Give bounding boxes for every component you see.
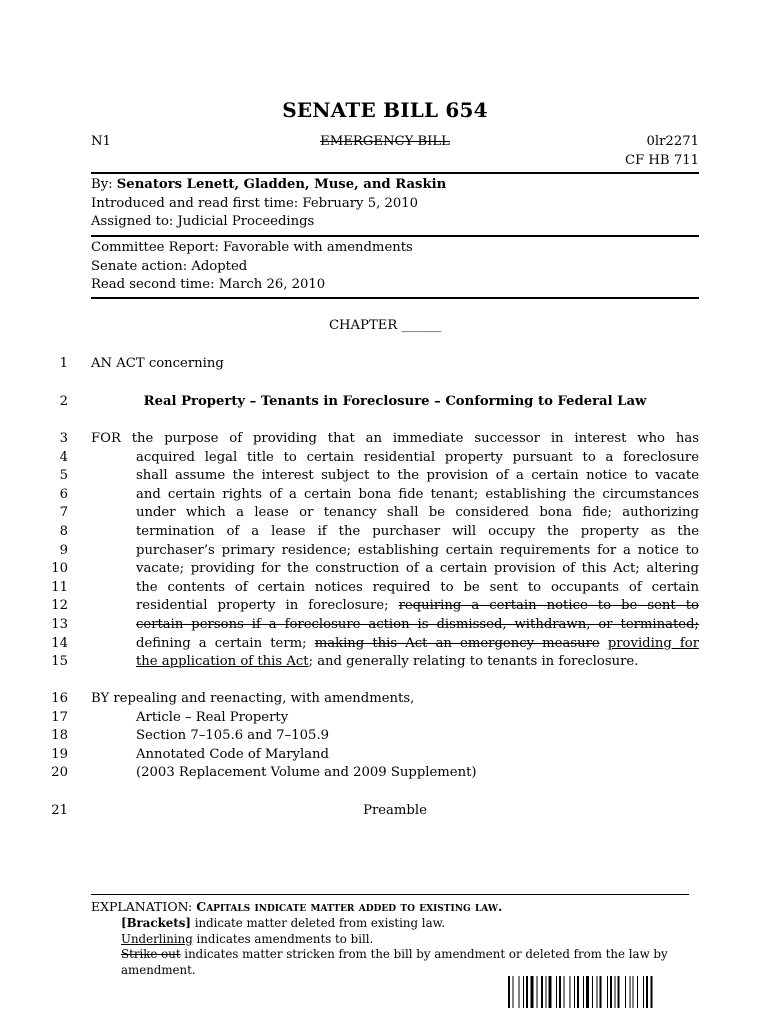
purpose-paragraph — [91, 430, 699, 672]
line-number: 18 — [51, 728, 68, 744]
stricken-text: certain persons if a foreclosure action is dismissed, withdrawn, or terminated; — [136, 616, 699, 632]
purpose-line: acquired legal title to certain residential property pursuant to a foreclosure — [136, 449, 699, 465]
purpose-line: FOR the purpose of providing that an immediate successor in interest who has — [91, 431, 699, 446]
barcode-bar — [556, 976, 557, 1008]
capitals-note: Capitals indicate matter added to existing law. — [196, 899, 503, 914]
committee-rule — [91, 297, 699, 299]
line-number: 11 — [51, 579, 68, 595]
bill-codes-right — [560, 133, 699, 170]
barcode-bar — [513, 976, 514, 1008]
underlining-text: indicates amendments to bill. — [192, 931, 374, 946]
line-number: 12 — [51, 598, 68, 614]
by-label: By: — [91, 177, 117, 192]
barcode-bar — [610, 976, 612, 1008]
cross-file-code: CF HB 711 — [625, 152, 699, 168]
purpose-line-12 — [91, 597, 699, 616]
assigned-line: Assigned to: Judicial Proceedings — [91, 214, 315, 230]
strike-text: indicates matter stricken from the bill by amendment or deleted from the law by — [180, 947, 668, 962]
barcode-bar — [531, 976, 534, 1008]
brackets-word: [Brackets] — [121, 916, 191, 930]
explanation-label: EXPLANATION: — [91, 899, 197, 914]
line-number: 9 — [59, 542, 68, 558]
purpose-text: ; and generally relating to tenants in foreclosure. — [308, 654, 639, 670]
second-reading: Read second time: March 26, 2010 — [91, 277, 326, 293]
barcode-bar — [519, 976, 520, 1008]
purpose-line: under which a lease or tenancy shall be considered bona fide; authorizing — [136, 505, 699, 521]
barcode-bar — [564, 976, 565, 1008]
act-concerning: AN ACT concerning — [91, 356, 224, 371]
barcode-bar — [643, 976, 644, 1008]
purpose-line: purchaser’s primary residence; establishing certain requirements for a notice to — [136, 542, 699, 558]
brackets-text: indicate matter deleted from existing law. — [190, 916, 446, 930]
barcode-bar — [633, 976, 634, 1008]
section-line: Section 7–105.6 and 7–105.9 — [136, 728, 330, 744]
underlining-word: Underlining — [121, 931, 193, 946]
introduced-line: Introduced and read first time: February 5, 2010 — [91, 195, 419, 211]
barcode-bar — [549, 976, 552, 1008]
barcode-bar — [597, 976, 598, 1008]
barcode-bar — [637, 976, 638, 1008]
line-number: 17 — [51, 709, 68, 725]
purpose-text: residential property in foreclosure; — [136, 598, 399, 614]
explanation-heading — [91, 899, 668, 914]
barcode-bar — [625, 976, 626, 1008]
line-number: 1 — [59, 356, 68, 371]
chapter-line: CHAPTER ______ — [328, 318, 442, 333]
purpose-line: shall assume the interest subject to the provision of a certain notice to vacate — [136, 468, 699, 484]
line-number: 8 — [59, 524, 68, 539]
barcode-bar — [651, 976, 653, 1008]
barcode-bar — [583, 976, 584, 1008]
volume-line: (2003 Replacement Volume and 2009 Supplement) — [136, 765, 477, 781]
barcode-bar — [541, 976, 543, 1008]
explanation-block — [91, 899, 668, 978]
line-number: 20 — [51, 765, 68, 781]
sponsors-block — [91, 176, 446, 232]
line-number: 13 — [51, 617, 68, 632]
line-number: 14 — [51, 635, 68, 651]
purpose-line: the contents of certain notices required to be sent to occupants of certain — [136, 579, 699, 595]
underlined-text: providing for — [607, 635, 699, 651]
emergency-bill-label: EMERGENCY BILL — [320, 134, 450, 149]
stricken-text: requiring a certain notice to be sent to — [398, 598, 699, 614]
purpose-line: termination of a lease if the purchaser will occupy the property as the — [136, 523, 699, 539]
line-number: 5 — [59, 468, 68, 484]
line-number: 7 — [59, 505, 68, 521]
sponsor-names: Senators Lenett, Gladden, Muse, and Raskin — [116, 177, 447, 192]
sponsors-line — [91, 176, 446, 195]
sponsors-rule — [91, 235, 699, 237]
committee-report: Committee Report: Favorable with amendments — [91, 240, 413, 255]
bill-code-left: N1 — [91, 134, 111, 149]
line-number: 6 — [59, 486, 68, 502]
senate-action: Senate action: Adopted — [91, 258, 248, 274]
barcode-bar — [537, 976, 538, 1008]
code-line: Annotated Code of Maryland — [136, 746, 329, 762]
short-title: Real Property – Tenants in Foreclosure – Conforming to Federal Law — [143, 394, 647, 409]
barcode-bar — [607, 976, 608, 1008]
barcode-bar — [618, 976, 620, 1008]
brackets-note — [91, 916, 668, 932]
barcode-bar — [559, 976, 561, 1008]
barcode-bar — [586, 976, 589, 1008]
by-repealing: BY repealing and reenacting, with amendments, — [91, 691, 415, 706]
preamble-heading: Preamble — [363, 803, 427, 818]
barcode-bar — [600, 976, 602, 1008]
line-number: 15 — [51, 654, 68, 670]
purpose-line: and certain rights of a certain bona fide tenant; establishing the circumstances — [136, 486, 699, 502]
barcode-bar — [546, 976, 547, 1008]
strike-word: Strike out — [121, 947, 181, 962]
barcode-bar — [630, 976, 631, 1008]
article-line: Article – Real Property — [136, 709, 289, 725]
purpose-text: defining a certain term; — [136, 635, 315, 651]
line-number: 3 — [59, 431, 68, 446]
barcode — [508, 976, 694, 1008]
barcode-bar — [577, 976, 579, 1008]
header-rule — [91, 172, 699, 174]
repealing-block — [91, 690, 699, 783]
barcode-bar — [570, 976, 571, 1008]
line-number: 10 — [51, 561, 68, 577]
strike-note-continued: amendment. — [121, 962, 196, 977]
barcode-bar — [508, 976, 510, 1008]
barcode-bar — [592, 976, 593, 1008]
line-number: 4 — [59, 449, 68, 465]
purpose-line-15 — [91, 653, 699, 672]
bill-title: SENATE BILL 654 — [282, 98, 488, 122]
underlined-text: the application of this Act — [136, 654, 309, 670]
barcode-bar — [615, 976, 616, 1008]
underlining-note — [91, 932, 668, 948]
barcode-bar — [646, 976, 648, 1008]
strike-note — [91, 947, 668, 963]
line-number: 2 — [59, 394, 68, 409]
line-number: 21 — [51, 803, 68, 818]
barcode-bar — [523, 976, 524, 1008]
bill-number-code: 0lr2271 — [646, 134, 699, 149]
line-number: 16 — [51, 691, 68, 706]
purpose-line: vacate; providing for the construction of a certain provision of this Act; altering — [136, 561, 699, 577]
line-number: 19 — [51, 746, 68, 762]
barcode-bar — [574, 976, 575, 1008]
barcode-bar — [526, 976, 528, 1008]
explanation-rule — [91, 894, 689, 895]
stricken-text: making this Act an emergency measure — [314, 635, 600, 651]
purpose-line-14 — [91, 635, 699, 654]
committee-block — [91, 239, 413, 295]
